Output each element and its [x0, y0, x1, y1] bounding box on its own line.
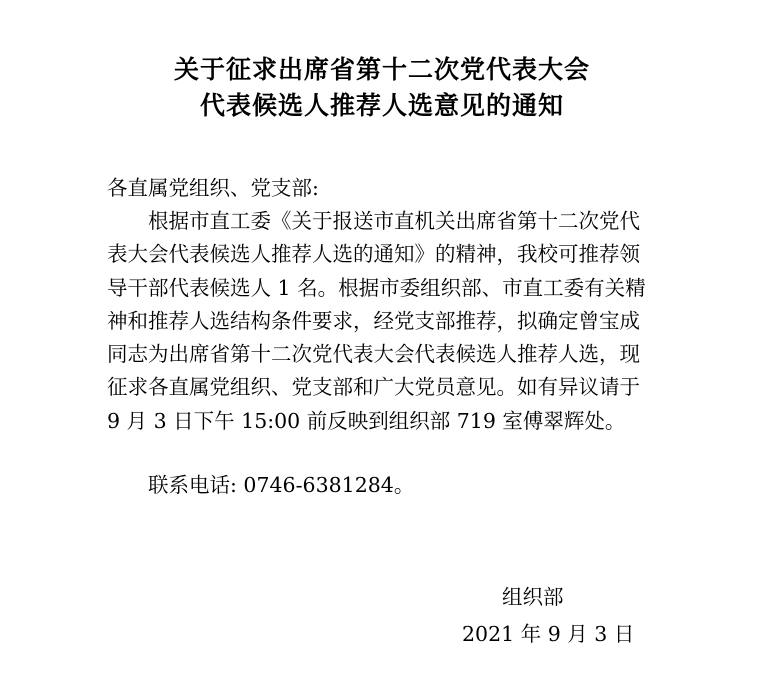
body-line: 表大会代表候选人推荐人选的通知》的精神，我校可推荐领: [107, 242, 640, 267]
body-line: 征求各直属党组织、党支部和广大党员意见。如有异议请于: [107, 375, 640, 400]
body-line: 导干部代表候选人 1 名。根据市委组织部、市直工委有关精: [107, 275, 646, 300]
signature-department: 组织部: [502, 585, 564, 609]
document-title-line-1: 关于征求出席省第十二次党代表大会: [173, 55, 590, 84]
body-line: 神和推荐人选结构条件要求，经党支部推荐，拟确定曾宝成: [107, 308, 640, 333]
body-line: 同志为出席省第十二次党代表大会代表候选人推荐人选，现: [107, 342, 640, 367]
document-title-line-2: 代表候选人推荐人选意见的通知: [199, 91, 564, 120]
signature-date: 2021 年 9 月 3 日: [462, 622, 635, 646]
body-line: 9 月 3 日下午 15:00 前反映到组织部 719 室傅翠辉处。: [107, 408, 626, 433]
greeting: 各直属党组织、党支部:: [107, 176, 319, 200]
body-line: 根据市直工委《关于报送市直机关出席省第十二次党代: [148, 209, 640, 233]
body-paragraph: [107, 205, 667, 438]
contact-phone: 联系电话: 0746-6381284。: [148, 473, 415, 497]
